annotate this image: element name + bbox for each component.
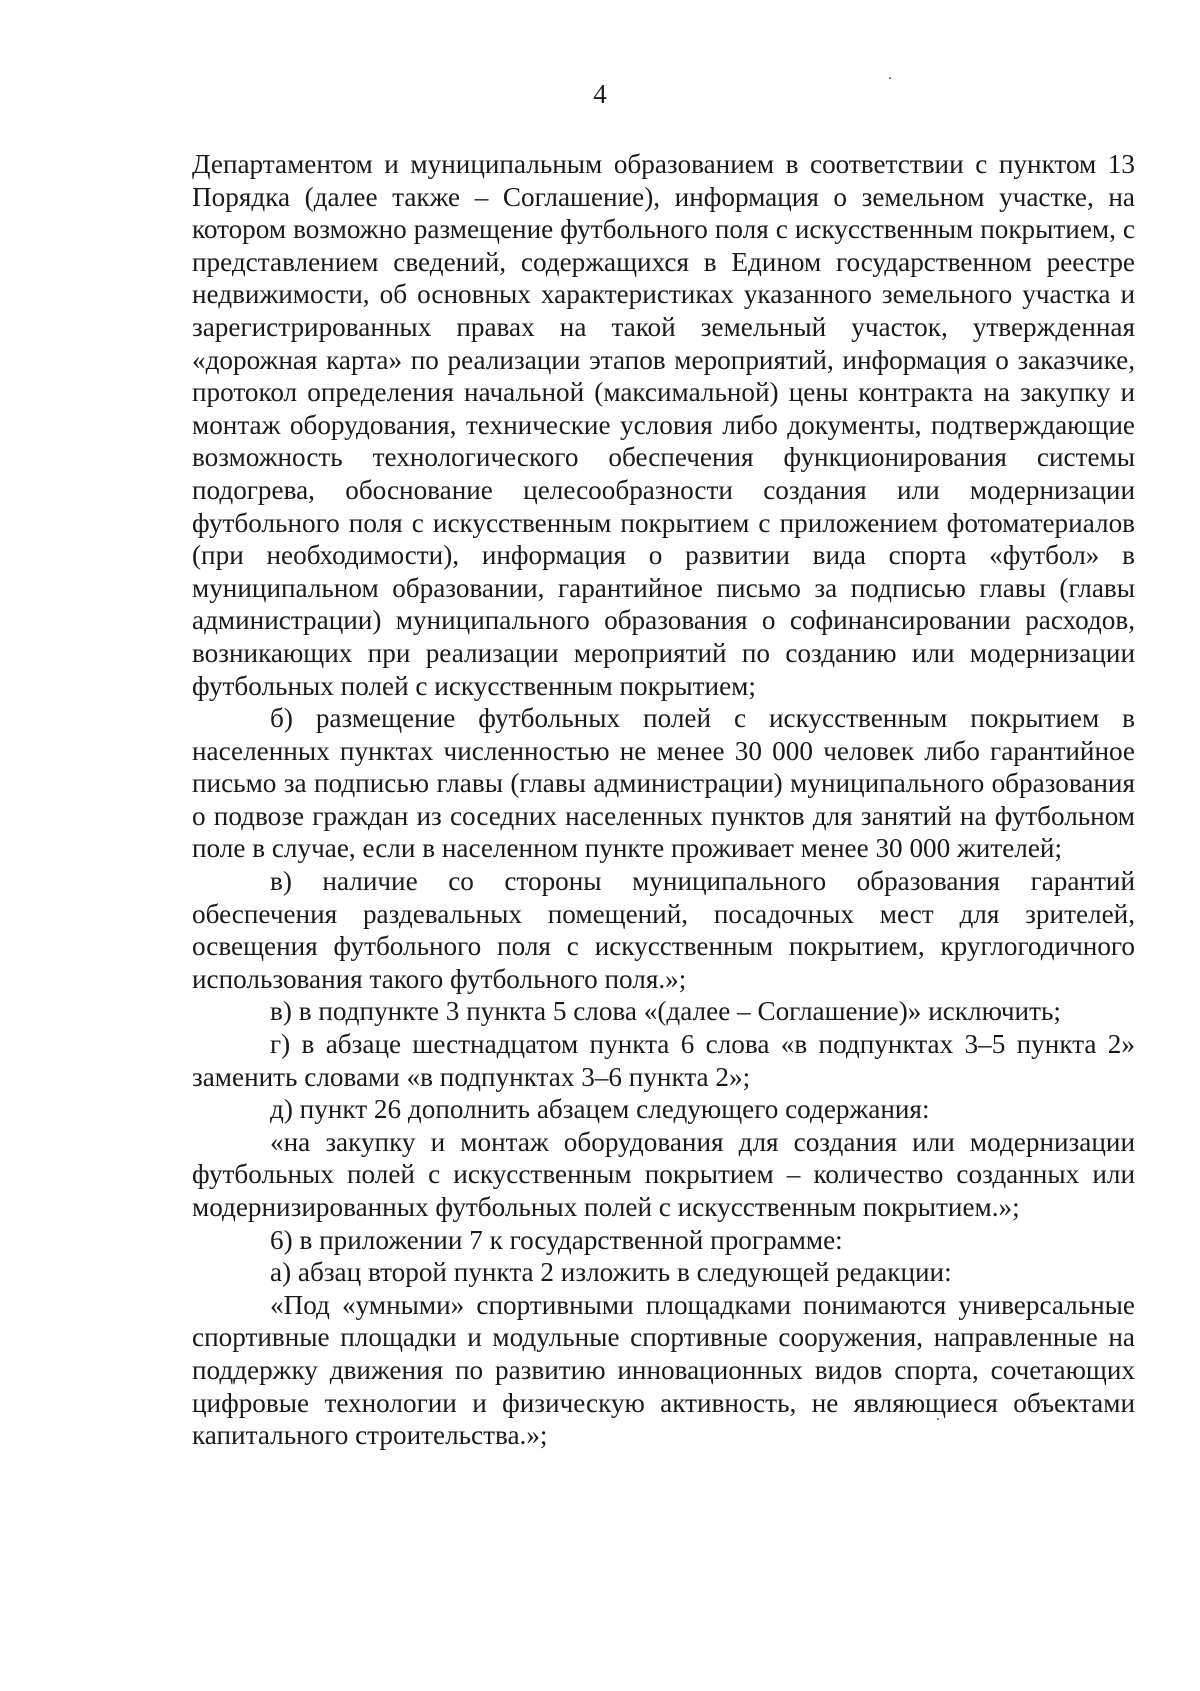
paragraph-item-a: а) абзац второй пункта 2 изложить в следующей редакции: xyxy=(270,1257,952,1288)
document-body xyxy=(192,148,1135,1452)
paragraph-amendment-v: в) в подпункте 3 пункта 5 слова «(далее – Соглашение)» исключить; xyxy=(270,996,1061,1027)
scan-speck xyxy=(937,1418,939,1420)
paragraph-quoted-addition: «на закупку и монтаж оборудования для создания или модернизации футбольных полей с искусственным покрытием – количество созданных или модернизированных футбольных полей с искусственным покрытием.»; xyxy=(192,1126,1135,1222)
paragraph-item-6: 6) в приложении 7 к государственной программе: xyxy=(270,1224,843,1255)
scan-speck xyxy=(889,77,891,79)
paragraph-amendment-d: д) пункт 26 дополнить абзацем следующего содержания: xyxy=(270,1094,930,1125)
paragraph-amendment-g: г) в абзаце шестнадцатом пункта 6 слова «в подпунктах 3–5 пункта 2» заменить словами «в подпунктах 3–6 пункта 2»; xyxy=(192,1029,1135,1092)
page-number: 4 xyxy=(593,79,607,109)
paragraph-continuation: Департаментом и муниципальным образованием в соответствии с пунктом 13 Порядка (далее также – Соглашение), информация о земельном участке, на котором возможно размещение футбольного поля с искусственным покрытием, с представлением сведений, содержащихся в Едином государственном реестре недвижимости, об основных характеристиках указанного земельного участка и зарегистрированных правах на такой земельный участок, утвержденная «дорожная карта» по реализации этапов мероприятий, информация о заказчике, протокол определения начальной (максимальной) цены контракта на закупку и монтаж оборудования, технические условия либо документы, подтверждающие возможность технологического обеспечения функционирования системы подогрева, обоснование целесообразности создания или модернизации футбольного поля с искусственным покрытием с приложением фотоматериалов (при необходимости), информация о развитии вида спорта «футбол» в муниципальном образовании, гарантийное письмо за подписью главы (главы администрации) муниципального образования о софинансировании расходов, возникающих при реализации мероприятий по созданию или модернизации футбольных полей с искусственным покрытием; xyxy=(192,149,1135,701)
paragraph-item-v-guarantees: в) наличие со стороны муниципального образования гарантий обеспечения раздевальных помещений, посадочных мест для зрителей, освещения футбольного поля с искусственным покрытием, круглогодичного использования такого футбольного поля.»; xyxy=(192,866,1135,994)
paragraph-quoted-definition: «Под «умными» спортивными площадками понимаются универсальные спортивные площадки и модульные спортивные сооружения, направленные на поддержку движения по развитию инновационных видов спорта, сочетающих цифровые технологии и физическую активность, не являющиеся объектами капитального строительства.»; xyxy=(192,1289,1135,1451)
paragraph-item-b-placement: б) размещение футбольных полей с искусственным покрытием в населенных пунктах численностью не менее 30 000 человек либо гарантийное письмо за подписью главы (главы администрации) муниципального образования о подвозе граждан из соседних населенных пунктов для занятий на футбольном поле в случае, если в населенном пункте проживает менее 30 000 жителей; xyxy=(192,703,1135,864)
